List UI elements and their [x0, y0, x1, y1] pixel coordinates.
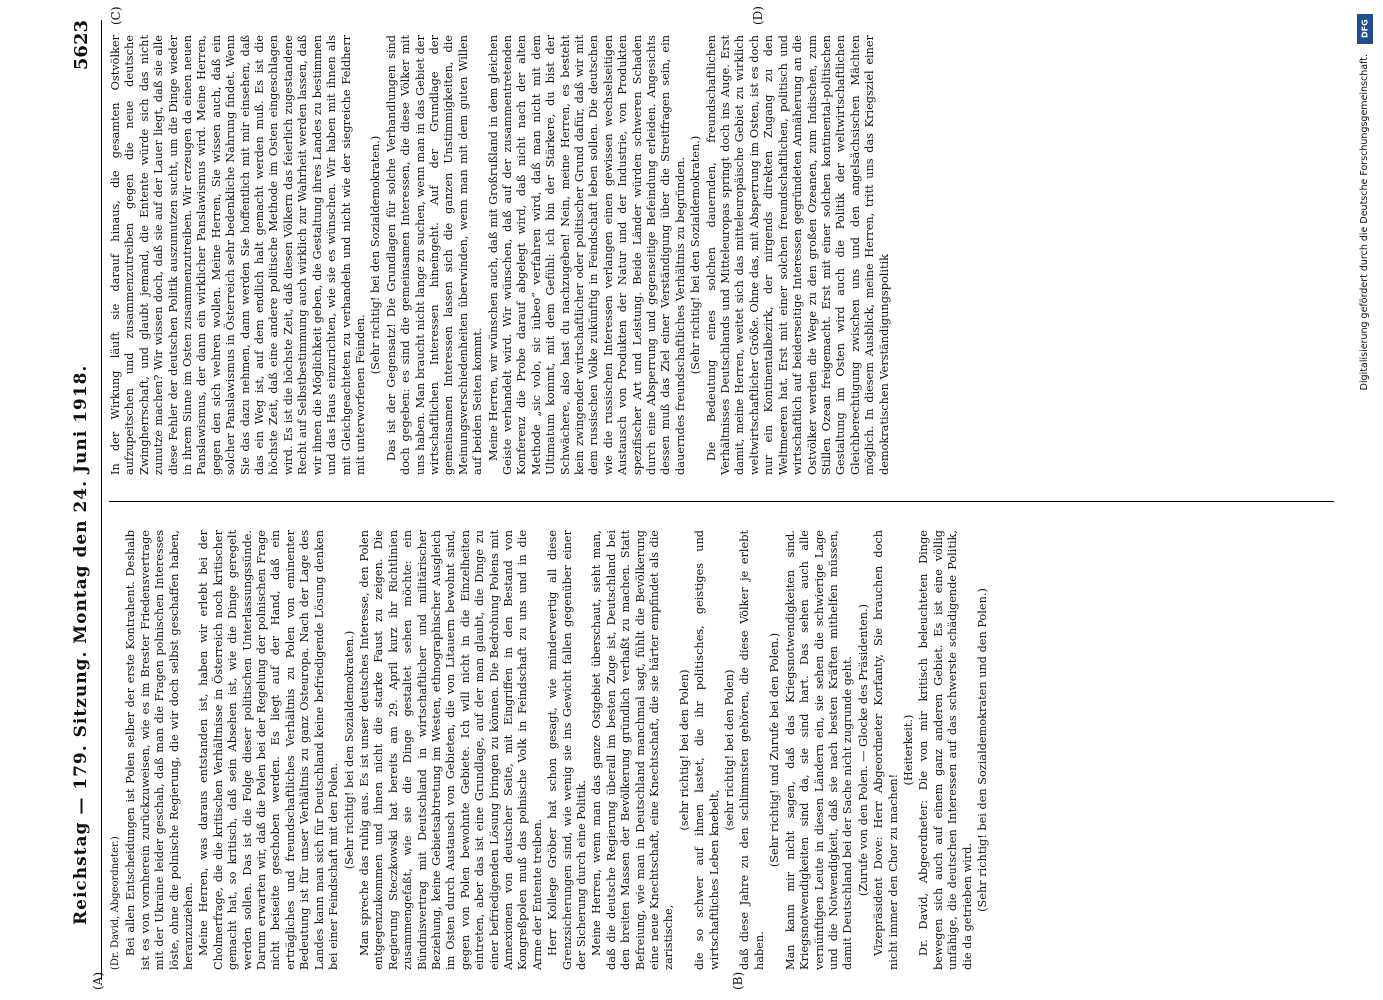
- running-head: Reichstag — 179. Sitzung. Montag den 24. Juni 1918.: [71, 364, 91, 925]
- header-rule: [101, 20, 102, 980]
- paragraph: Meine Herren, was daraus entstanden ist, haben wir erlebt bei der Cholmerfrage, die die kritischen Verhältnisse in Österreich noch kritischer gemacht hat, so kritisch, daß sein Absehen ist, wie die Dinge geregelt werden sollen. Das ist die Folge dieser politischen Unterlassungssünde. Darum erwarten wir, daß die Polen bei der Regelung der polnischen Frage nicht beiseite geschoben werden. Es liegt auf der Hand, daß ein erträgliches und freundschaftliches Verhältnis zu Polen von eminenter Bedeutung ist für unser Verhältnis zu ganz Osteuropa. Nach der Lage des Landes kann man sich für Deutschland keine befriedigende Lösung denken bei einer Feindschaft mit den Polen.: [197, 530, 341, 970]
- paragraph: In der Wirkung läuft sie darauf hinaus, die gesamten Ostvölker aufzupeitschen und zusammenzutreiben gegen die neue deutsche Zwingherrschaft, und glaubt jemand, die Entente würde sich das nicht zunutze machen? Wir wissen doch, daß sie auf der Lauer liegt, daß sie alle diese Fehler der deutschen Politik auszunutzen sucht, um die Dinge wieder in ihrem Sinne im Osten zusammenzutreiben. Wir erzeugen da einen neuen Panslawismus, der dann ein wirklicher Panslawismus wird. Meine Herren, gegen den sich wehren wollen. Meine Herren, Sie wissen auch, daß ein solcher Panslawismus in Österreich sehr bedenkliche Nahrung findet. Wenn Sie das dazu nehmen, dann werden Sie hoffentlich mit mir einsehen, daß das ein Weg ist, auf dem endlich halt gemacht werden muß. Es ist die höchste Zeit, daß eine andere politische Methode im Osten eingeschlagen wird. Es ist die höchste Zeit, daß diesen Völkern das feierlich zugestandene Recht auf Selbstbestimmung auch wirklich zur Wahrheit werden lassen, daß wir ihnen die Möglichkeit geben, die Gestaltung ihres Landes zu bestimmen und das Haus einzurichten, wie sie es wünschen. Wir haben mit ihnen als mit Gleichgeachteten zu verhandeln und nicht wie der siegreiche Feldherr mit unterworfenen Feinden.: [109, 35, 367, 475]
- paragraph: die so schwer auf ihnen lastet, die ihr politisches, geistiges und wirtschaftliches Leben knebelt,: [693, 530, 721, 970]
- interjection: (Sehr richtig! bei den Sozialdemokraten.): [342, 630, 356, 870]
- interjection: (sehr richtig! bei den Polen): [677, 669, 691, 831]
- paragraph: Dr. David, Abgeordneter: Die von mir kritisch beleuchteten Dinge bewegen sich auch auf einem ganz anderen Gebiet. Es ist eine völlig unfähige, die deutschen Interessen auf das schwerste schädigende Politik, die da getrieben wird.: [917, 530, 974, 970]
- paragraph: Die Bedeutung eines solchen dauernden, freundschaftlichen Verhältnisses Deutschlands und Mitteleuropas springt doch ins Auge. Erst damit, meine Herren, weitet sich das mitteleuropäische Gebiet zu wirklich weltwirtschaftlicher Größe. Ohne das, mit Absperrung im Osten, ist es doch nur ein Kontinentalbezirk, der nirgends direkten Zugang zu den Weltmeeren hat. Erst mit einer solchen freundschaftlichen, politisch und wirtschaftlich auf beiderseitige Interessen gegründeten Annäherung an die Ostvölker werden die Wege zu den großen Ozeanen, zum Indischen, zum Stillen Ozean freigemacht. Erst mit einer solchen kontinental-politischen Gestaltung im Osten wird auch die Politik der weltwirtschaftlichen Gleichberechtigung zwischen uns und den angelsächsischen Mächten möglich. In diesem Ausblick, meine Herren, tritt uns das Kriegsziel einer demokratischen Verständigungspolitik: [704, 35, 891, 475]
- paragraph: Vizepräsident Dove: Herr Abgeordneter Korfanty, Sie brauchen doch nicht immer den Chor zu machen!: [872, 530, 900, 970]
- rotated-page-content: [61, 6, 1351, 990]
- digitization-credit-text: Digitalisierung gefördert durch die Deutsche Forschungsgemeinschaft.: [1359, 54, 1370, 391]
- interjection: (Heiterkeit.): [901, 714, 915, 786]
- digitization-credit: [1355, 14, 1377, 994]
- interjection: (sehr richtig! bei den Polen): [723, 669, 737, 831]
- paragraph: Man spreche das ruhig aus. Es ist unser deutsches Interesse, den Polen entgegenzukommen und ihnen nicht die starke Faust zu zeigen. Die Regierung Steczkowski hat bereits am 29. April kurz ihr Richtlinien zusammengefaßt, wie sie die Dinge gestaltet sehen möchte: ein Bündnisvertrag mit Deutschland in wirtschaftlicher und militärischer Beziehung, keine Gebietsabtretung im Westen, ethnographischer Ausgleich im Osten durch Austausch von Gebieten, die von Litauern bewohnt sind, gegen von Polen bewohnte Gebiete. Ich will nicht in die Einzelheiten eintreten, aber das ist eine Grundlage, auf der man glaubt, die Dinge zu einer befriedigenden Lösung bringen zu können. Die Bedrohung Polens mit Annexionen von deutscher Seite, mit Eingriffen in den Bestand von Kongreßpolen muß das polnische Volk in Feindschaft zu uns und in die Arme der Entente treiben.: [357, 530, 544, 970]
- paragraph: Meine Herren, wir wünschen auch, daß mit Großrußland in dem gleichen Geiste verhandelt wird. Wir wünschen, daß auf der zusammentretenden Konferenz die Probe darauf abgelegt wird, daß nicht nach der alten Methode „sic volo, sic iubeo“ verfahren wird, daß man nicht mit dem Ultimatum kommt, mit dem Gefühl: ich bin der Stärkere, du bist der Schwächere, also hast du nachzugeben! Nein, meine Herren, es besteht kein zwingender wirtschaftlicher oder politischer Grund dafür, daß wir mit dem russischen Volke zukünftig in Feindschaft leben sollen. Die deutschen wie die russischen Interessen verlangen einen gewissen wechselseitigen Austausch von Produkten der Natur und der Industrie, von Produkten spezifischer Art und Leistung. Beide Länder würden schweren Schaden durch eine Absperrung und gegenseitige Befeindung erleiden. Angesichts dessen muß das Ziel einer Verständigung über die Streitfragen sein, ein dauerndes freundschaftliches Verhältnis zu begründen.: [486, 35, 687, 475]
- paragraph: Das ist der Gegensatz! Die Grundlagen für solche Verhandlungen sind doch gegeben: es sind die gemeinsamen Interessen, die diese Völker mit uns haben. Man braucht nicht lange zu suchen, wenn man in das Gebiet der wirtschaftlichen Interessen hineingeht. Auf der Grundlage der gemeinsamen Interessen lassen sich die ganzen Unstimmigkeiten, die Meinungsverschiedenheiten überwinden, wenn man mit dem guten Willen auf beiden Seiten kommt.: [384, 35, 485, 475]
- margin-marker-a: (A): [91, 971, 105, 990]
- paragraph: Meine Herren, wenn man das ganze Ostgebiet überschaut, sieht man, daß die deutsche Regierung überall im besten Zuge ist, Deutschland bei den breiten Massen der Bevölkerung gründlich verhaßt zu machen. Statt Befreiung, wie man in Deutschland manchmal sagt, fühlt die Bevölkerung eine neue Knechtschaft, eine Knechtschaft, die sie härter empfindet als die zaristische,: [590, 530, 676, 970]
- paragraph: Man kann mir nicht sagen, daß das Kriegsnotwendigkeiten sind. Kriegsnotwendigkeiten sind da, sie sind hart. Das sehen auch alle vernünftigen Leute in diesen Ländern ein, sie sehen die schwierige Lage und die Notwendigkeit, daß sie nach besten Kräften mithelfen müssen, damit Deutschland bei der Sache nicht zugrunde geht.: [783, 530, 855, 970]
- scanned-page: [46, 0, 1366, 1000]
- interjection: (Sehr richtig! und Zurufe bei den Polen.): [768, 632, 782, 868]
- interjection: (Zurufe von den Polen. — Glocke des Präsidenten.): [856, 603, 870, 897]
- right-column: [109, 35, 1339, 475]
- speaker-line: (Dr. David, Abgeordneter.): [110, 836, 121, 970]
- paragraph: daß diese Jahre zu den schlimmsten gehören, die diese Völker je erlebt haben.: [738, 530, 766, 970]
- paragraph: Herr Kollege Gröber hat schon gesagt, wie minderwertig all diese Grenzsicherungen sind, wie wenig sie ins Gewicht fallen gegenüber einer der Sicherung durch eine Politik.: [546, 530, 588, 970]
- column-divider: [109, 501, 1334, 502]
- interjection: (Sehr richtig! bei den Sozialdemokraten und den Polen.): [975, 588, 989, 912]
- paragraph: Bei allen Entscheidungen ist Polen selber der erste Kontrahent. Deshalb ist es von vornherein zurückzuweisen, wie es im Brester Friedensvertrage mit der Ukraine leider geschah, daß man die Fragen polnischen Interesses löste, ohne die polnische Regierung, die wir doch selbst geschaffen haben, heranzuziehen.: [124, 530, 196, 970]
- dfg-logo: DFG: [1357, 14, 1373, 44]
- page-header: [61, 20, 101, 980]
- page-number: 5623: [71, 20, 92, 71]
- margin-marker-d: (D): [751, 6, 765, 25]
- interjection: (Sehr richtig! bei den Sozialdemokraten.): [369, 135, 383, 375]
- margin-marker-b: (B): [731, 971, 745, 990]
- left-column: [109, 530, 1339, 970]
- margin-marker-c: (C): [109, 6, 123, 25]
- interjection: (Sehr richtig! bei den Sozialdemokraten.): [689, 135, 703, 375]
